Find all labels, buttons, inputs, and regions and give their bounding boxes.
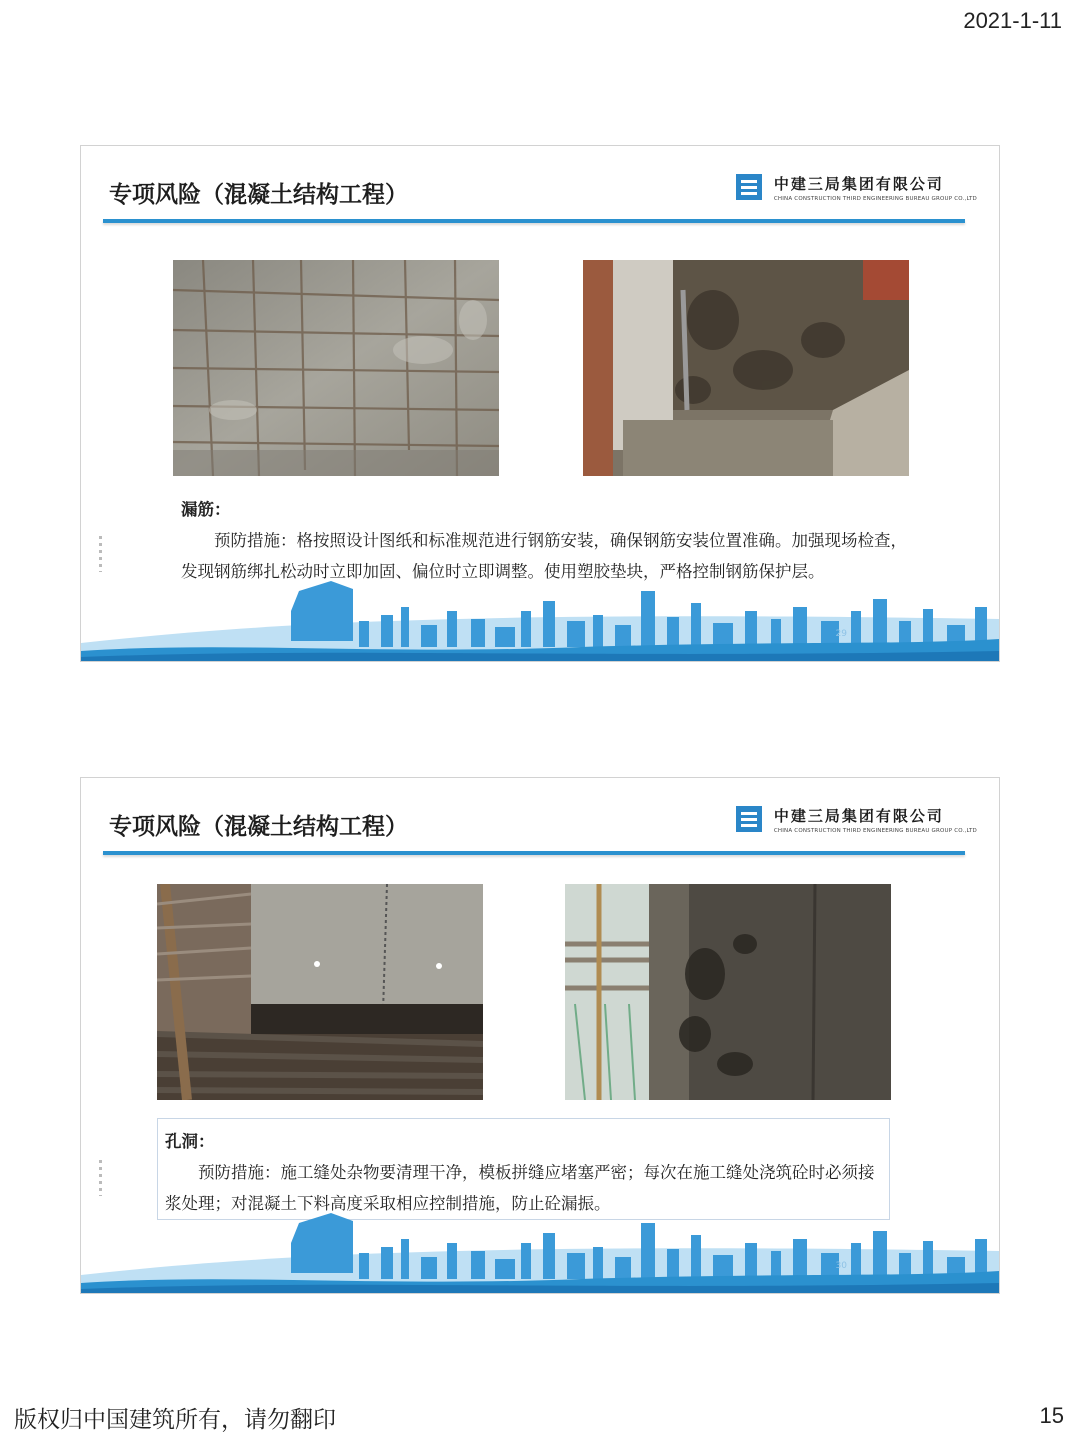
city-skyline-banner <box>81 1213 999 1293</box>
slide-number: 30 <box>835 1261 847 1271</box>
slide-1 <box>80 145 1000 662</box>
title-divider <box>103 851 965 855</box>
page-number: 15 <box>1039 1403 1064 1428</box>
page-date: 2021-1-11 <box>963 8 1062 33</box>
company-logo-icon <box>736 806 762 832</box>
prevention-paragraph: 预防措施：施工缝处杂物要清理干净，模板拼缝应堵塞严密；每次在施工缝处浇筑砼时必须接浆处理；对混凝土下料高度采取相应控制措施，防止砼漏振。 <box>165 1163 875 1213</box>
slide-edge-mark <box>99 536 102 572</box>
city-skyline-banner <box>81 581 999 661</box>
slide-2 <box>80 777 1000 1294</box>
company-name-cn: 中建三局集团有限公司 <box>773 806 944 825</box>
slide-body-text <box>181 494 911 587</box>
slide-number: 29 <box>835 629 847 639</box>
spalled-concrete-column-photo <box>583 260 909 476</box>
exposed-rebar-wall-photo <box>173 260 499 476</box>
company-logo <box>736 802 977 836</box>
slide-title: 专项风险（混凝土结构工程） <box>109 182 408 208</box>
honeycomb-column-photo <box>565 884 891 1100</box>
company-logo-icon <box>736 174 762 200</box>
company-name-en: CHINA CONSTRUCTION THIRD ENGINEERING BUREAU GROUP CO.,LTD <box>773 827 977 834</box>
prevention-paragraph: 预防措施：格按照设计图纸和标准规范进行钢筋安装，确保钢筋安装位置准确。加强现场检查，发现钢筋绑扎松动时立即加固、偏位时立即调整。使用塑胶垫块，严格控制钢筋保护层。 <box>181 531 907 581</box>
company-name-en: CHINA CONSTRUCTION THIRD ENGINEERING BUREAU GROUP CO.,LTD <box>773 195 977 202</box>
copyright-notice: 版权归中国建筑所有，请勿翻印 <box>14 1407 336 1433</box>
slide-edge-mark <box>99 1160 102 1196</box>
title-divider <box>103 219 965 223</box>
slide-body-text <box>165 1126 877 1219</box>
column-base-debris-photo <box>157 884 483 1100</box>
slide-title: 专项风险（混凝土结构工程） <box>109 814 408 840</box>
risk-heading: 漏筋： <box>181 500 231 519</box>
company-name-cn: 中建三局集团有限公司 <box>773 174 944 193</box>
risk-heading: 孔洞： <box>165 1132 215 1151</box>
company-logo <box>736 170 977 204</box>
